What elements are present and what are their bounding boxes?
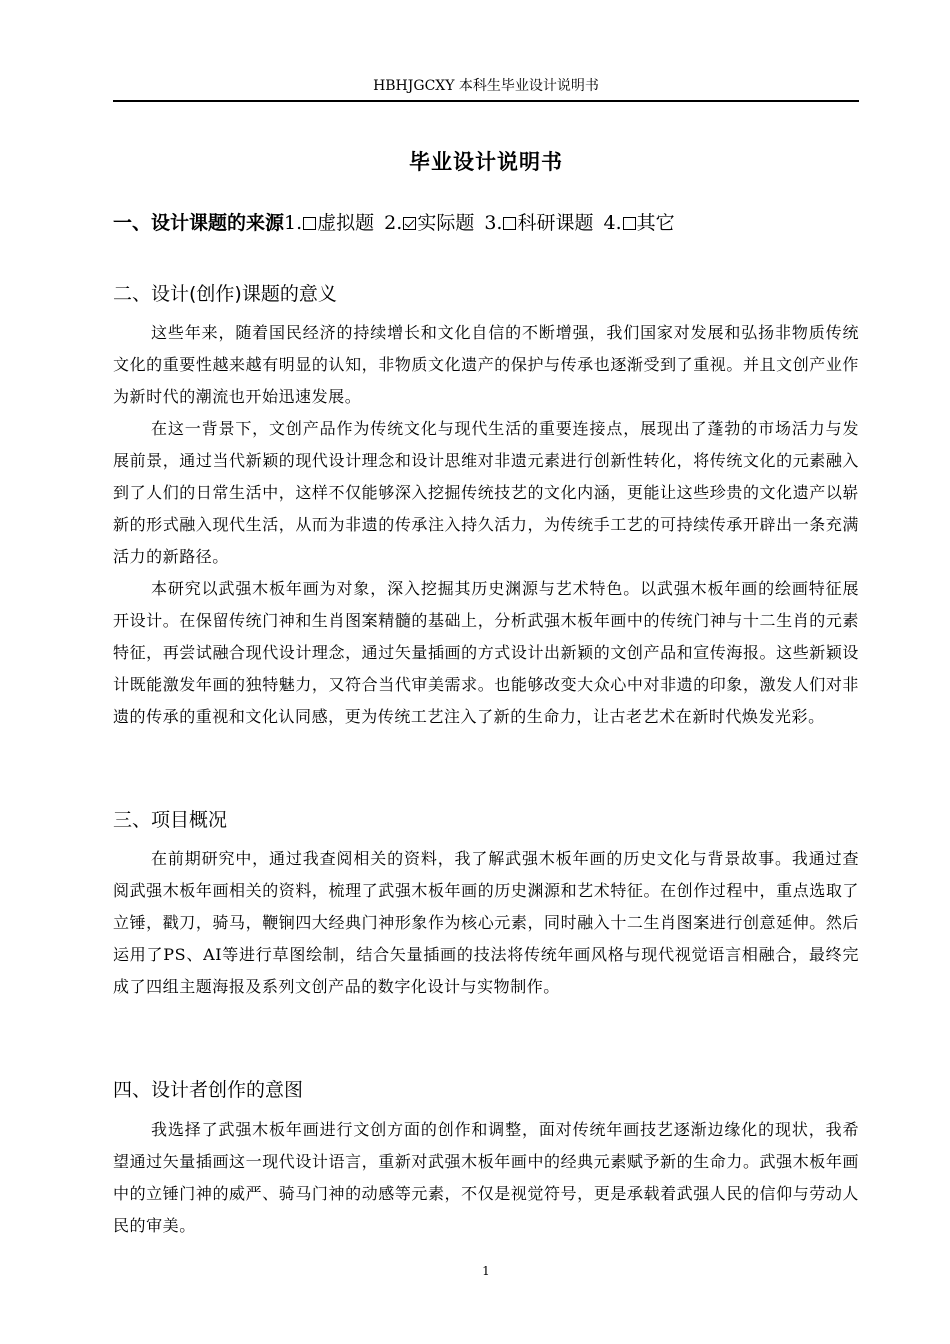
section-body-overview	[113, 843, 859, 1003]
topic-source-option	[384, 212, 474, 234]
document-title: 毕业设计说明书	[409, 150, 563, 174]
option-label: 其它	[636, 212, 675, 234]
topic-source-label: 一、设计课题的来源	[113, 212, 285, 234]
paragraph: 这些年来，随着国民经济的持续增长和文化自信的不断增强，我们国家对发展和弘扬非物质传统文化的重要性越来越有明显的认知，非物质文化遗产的保护与传承也逐渐受到了重视。并且文创产业作为新时代的潮流也开始迅速发展。	[113, 323, 859, 406]
header-rule	[113, 100, 859, 102]
section-body-significance	[113, 317, 859, 733]
option-number: 4.	[603, 212, 622, 234]
topic-source-option	[484, 212, 593, 234]
option-number: 1.	[284, 212, 303, 234]
section-body-intent	[113, 1114, 859, 1242]
paragraph: 我选择了武强木板年画进行文创方面的创作和调整，面对传统年画技艺逐渐边缘化的现状，我希望通过矢量插画这一现代设计语言，重新对武强木板年画中的经典元素赋予新的生命力。武强木板年画中的立锤门神的威严、骑马门神的动感等元素，不仅是视觉符号，更是承载着武强人民的信仰与劳动人民的审美。	[113, 1120, 859, 1235]
option-number: 3.	[484, 212, 503, 234]
checkbox-icon[interactable]	[503, 217, 516, 230]
option-label: 实际题	[417, 212, 475, 234]
page-number: 1	[482, 1264, 490, 1278]
option-label: 虚拟题	[317, 212, 375, 234]
checkbox-icon[interactable]	[623, 217, 636, 230]
checked-checkbox-icon[interactable]	[403, 217, 416, 230]
paragraph: 在前期研究中，通过我查阅相关的资料，我了解武强木板年画的历史文化与背景故事。我通过查阅武强木板年画相关的资料，梳理了武强木板年画的历史渊源和艺术特征。在创作过程中，重点选取了立锤，戳刀，骑马，鞭锏四大经典门神形象作为核心元素，同时融入十二生肖图案进行创意延伸。然后运用了PS、AI等进行草图绘制，结合矢量插画的技法将传统年画风格与现代视觉语言相融合，最终完成了四组主题海报及系列文创产品的数字化设计与实物制作。	[113, 849, 859, 996]
topic-source-option	[603, 212, 674, 234]
paragraph: 本研究以武强木板年画为对象，深入挖掘其历史渊源与艺术特色。以武强木板年画的绘画特征展开设计。在保留传统门神和生肖图案精髓的基础上，分析武强木板年画中的传统门神与十二生肖的元素特征，再尝试融合现代设计理念，通过矢量插画的方式设计出新颖的文创产品和宣传海报。这些新颖设计既能激发年画的独特魅力，又符合当代审美需求。也能够改变大众心中对非遗的印象，激发人们对非遗的传承的重视和文化认同感，更为传统工艺注入了新的生命力，让古老艺术在新时代焕发光彩。	[113, 579, 859, 726]
section-heading-overview: 三、项目概况	[113, 809, 228, 831]
option-label: 科研课题	[517, 212, 594, 234]
section-heading-significance: 二、设计(创作)课题的意义	[113, 283, 337, 305]
running-header: HBHJGCXY 本科生毕业设计说明书	[373, 78, 599, 94]
section-heading-intent: 四、设计者创作的意图	[113, 1079, 304, 1101]
topic-source-option	[284, 212, 374, 234]
paragraph: 在这一背景下，文创产品作为传统文化与现代生活的重要连接点，展现出了蓬勃的市场活力与发展前景，通过当代新颖的现代设计理念和设计思维对非遗元素进行创新性转化，将传统文化的元素融入到了人们的日常生活中，这样不仅能够深入挖掘传统技艺的文化内涵，更能让这些珍贵的文化遗产以崭新的形式融入现代生活，从而为非遗的传承注入持久活力，为传统手工艺的可持续传承开辟出一条充满活力的新路径。	[113, 419, 859, 566]
checkbox-icon[interactable]	[303, 217, 316, 230]
topic-source-line	[113, 208, 859, 239]
option-number: 2.	[384, 212, 403, 234]
